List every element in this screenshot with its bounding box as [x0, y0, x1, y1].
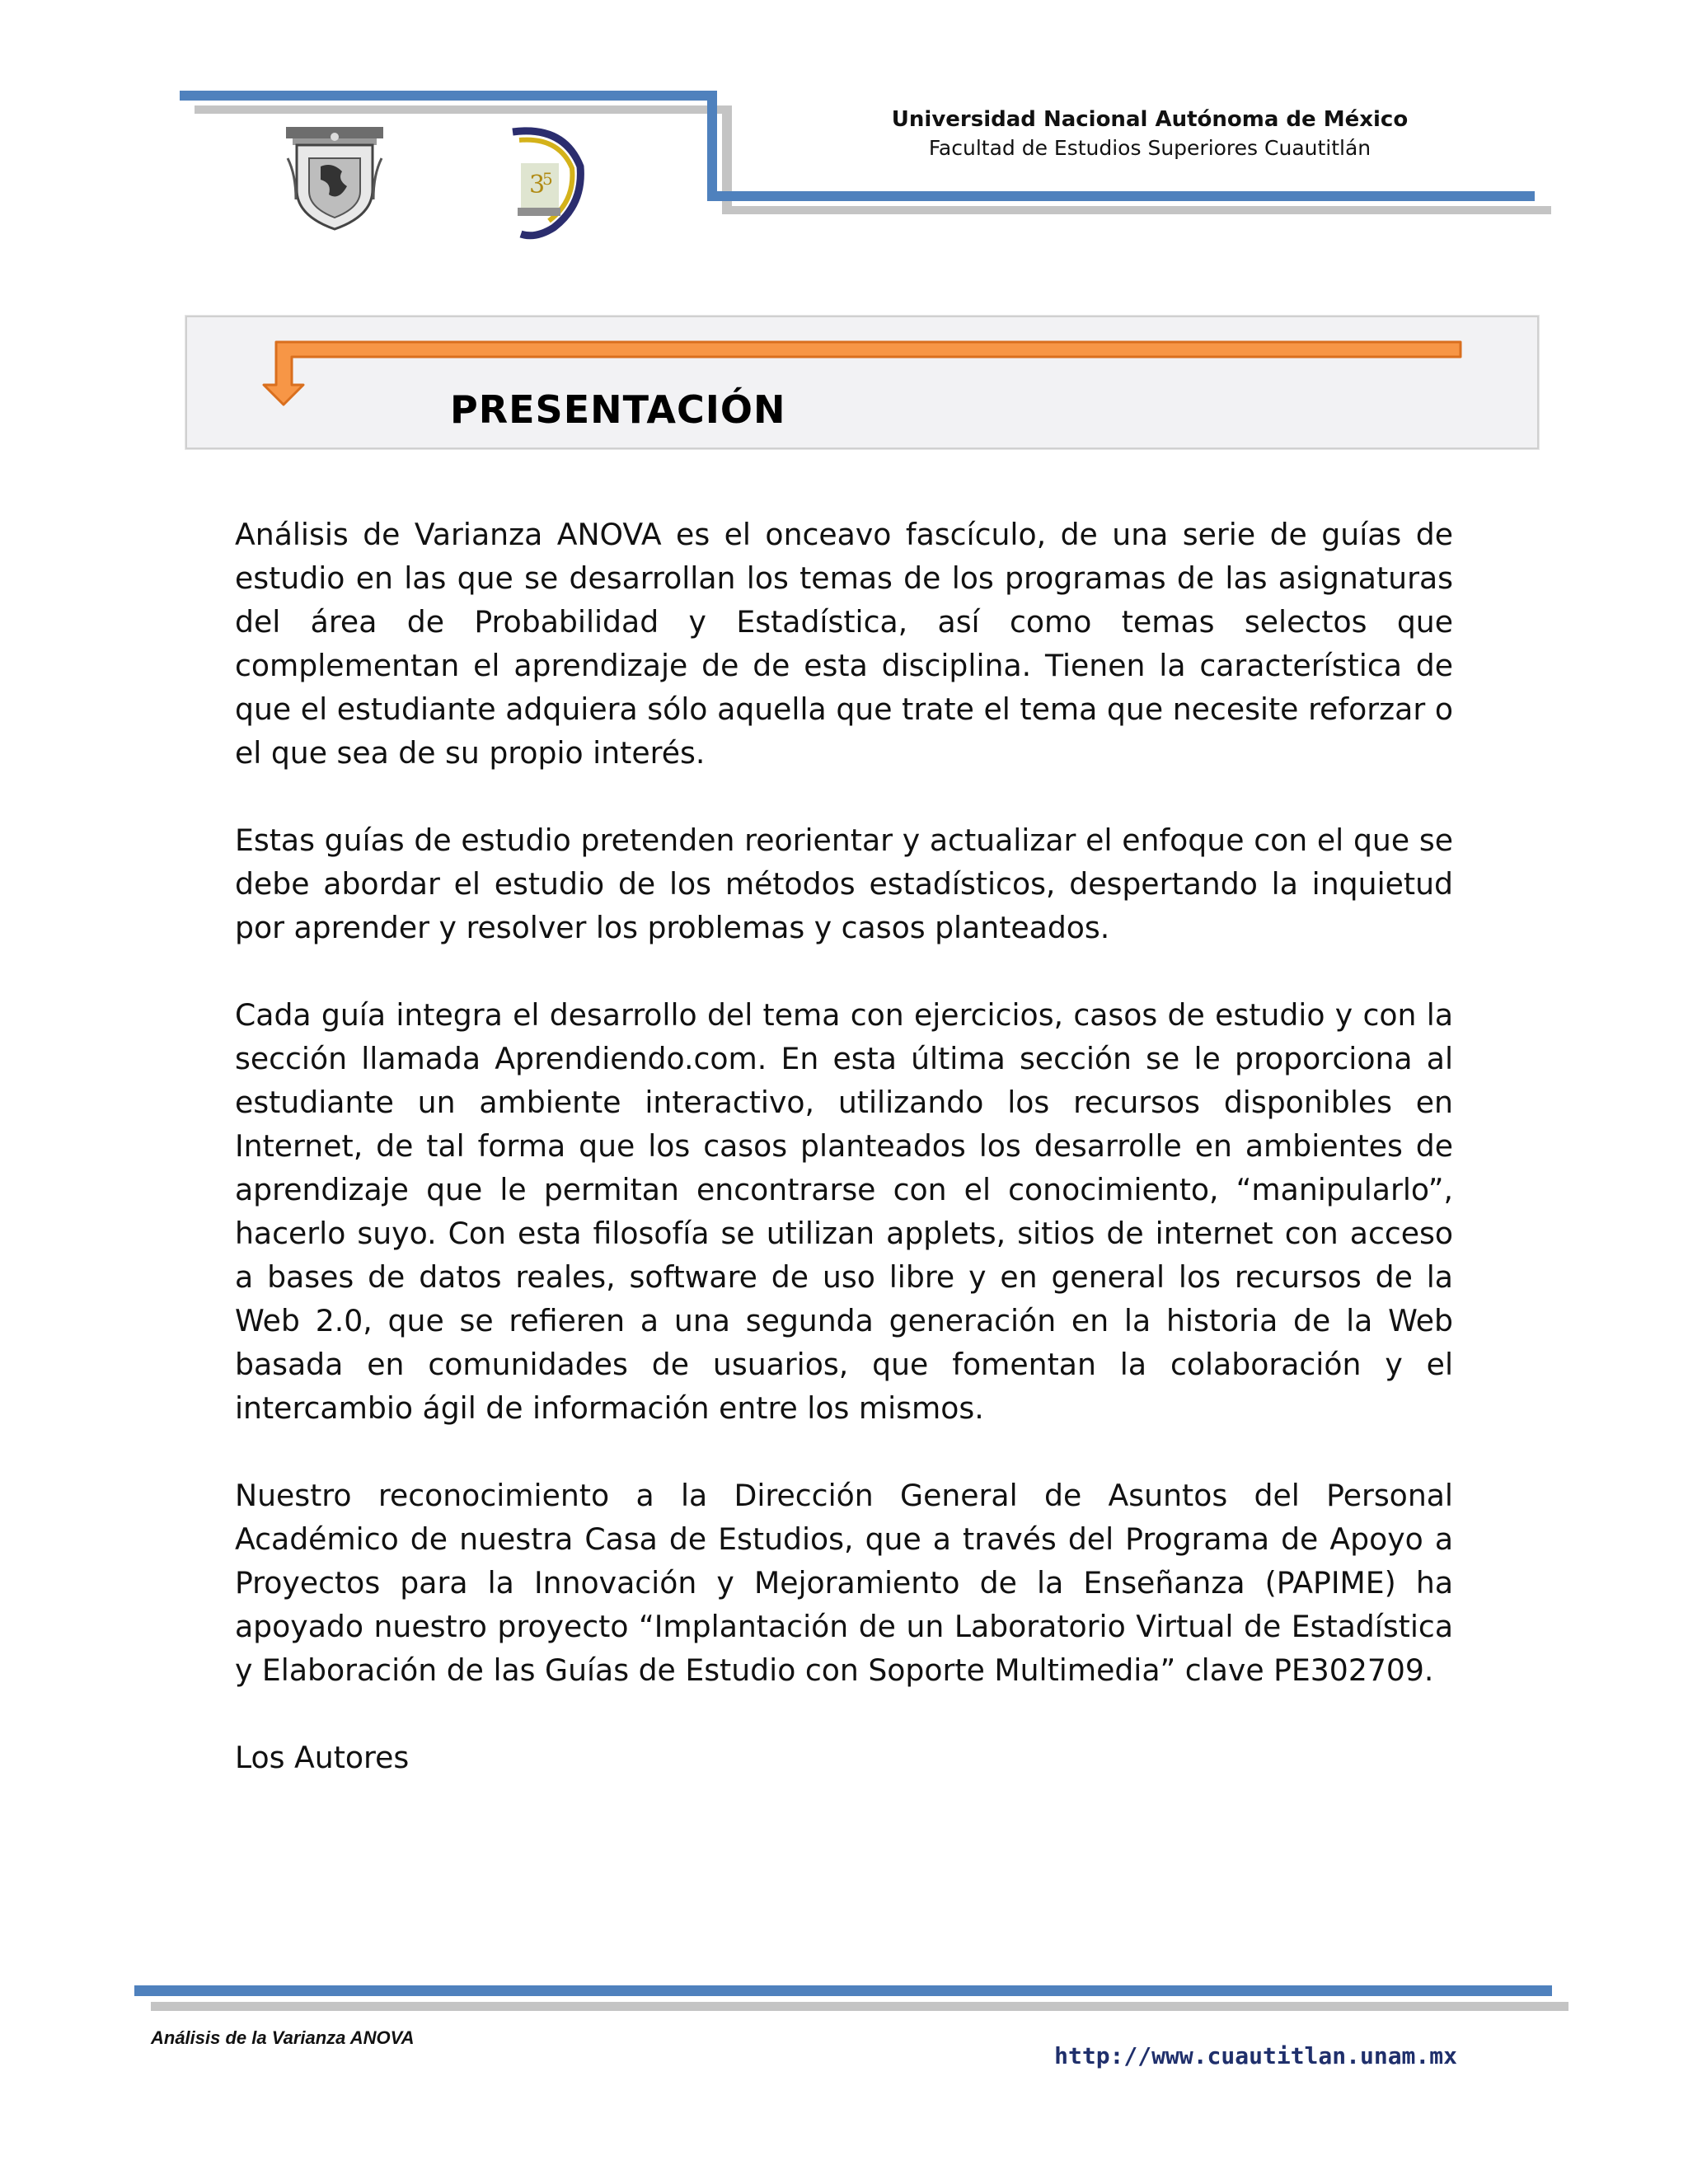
svg-text:5: 5 [542, 169, 553, 189]
svg-text:3: 3 [529, 171, 546, 199]
paragraph: Nuestro reconocimiento a la Dirección General de Asuntos del Personal Académico de nuestra Casa de Estudios, que a través del Programa de Apoyo a Proyectos para la Innovación y Mejoramiento de la Enseñanza (PAPIME) ha apoyado nuestro proyecto “Implantación de un Laboratorio Virtual de Estadística y Elaboración de las Guías de Estudio con Soporte Multimedia” clave PE302709. [235, 1478, 1453, 1688]
orange-arrow-icon [256, 334, 1467, 410]
faculty-name: Facultad de Estudios Superiores Cuautitlán [928, 136, 1372, 160]
footer-bar [134, 1985, 1552, 1996]
header-vertical-bar [707, 91, 717, 201]
university-name: Universidad Nacional Autónoma de México [891, 107, 1409, 132]
header-top-bar [180, 91, 717, 101]
unam-logo [284, 125, 385, 232]
header-top-shadow-bar [195, 105, 732, 114]
fesc-logo [504, 125, 587, 241]
paragraph: Cada guía integra el desarrollo del tema con ejercicios, casos de estudio y con la sección llamada Aprendiendo.com. En esta última sección se le proporciona al estudiante un ambiente interactivo, utilizando los recursos disponibles en Internet, de tal forma que los casos planteados los desarrolle en ambientes de aprendizaje que le permitan encontrarse con el conocimiento, “manipularlo”, hacerlo suyo. Con esta filosofía se utilizan applets, sitios de internet con acceso a bases de datos reales, software de uso libre y en general los recursos de la Web 2.0, que se refieren a una segunda generación en la historia de la Web basada en comunidades de usuarios, que fomentan la colaboración y el intercambio ágil de información entre los mismos. [235, 997, 1453, 1426]
footer-document-title: Análisis de la Varianza ANOVA [151, 2027, 415, 2048]
section-title: PRESENTACIÓN [450, 387, 786, 432]
body-text [235, 513, 1453, 1779]
paragraph: Análisis de Varianza ANOVA es el onceavo fascículo, de una serie de guías de estudio en las que se desarrollan los temas de los programas de las asignaturas del área de Probabilidad y Estadística, así como temas selectos que complementan el aprendizaje de de esta disciplina. Tienen la característica de que el estudiante adquiera sólo aquella que trate el tema que necesite reforzar o el que sea de su propio interés. [235, 517, 1453, 771]
header-bottom-shadow-bar [722, 206, 1551, 214]
header-bottom-bar [707, 191, 1535, 201]
footer-shadow-bar [151, 2002, 1568, 2011]
signature-line: Los Autores [235, 1740, 410, 1775]
footer-url-link[interactable]: http://www.cuautitlan.unam.mx [1054, 2042, 1457, 2069]
paragraph: Estas guías de estudio pretenden reorientar y actualizar el enfoque con el que se debe abordar el estudio de los métodos estadísticos, despertando la inquietud por aprender y resolver los problemas y casos planteados. [235, 823, 1453, 945]
